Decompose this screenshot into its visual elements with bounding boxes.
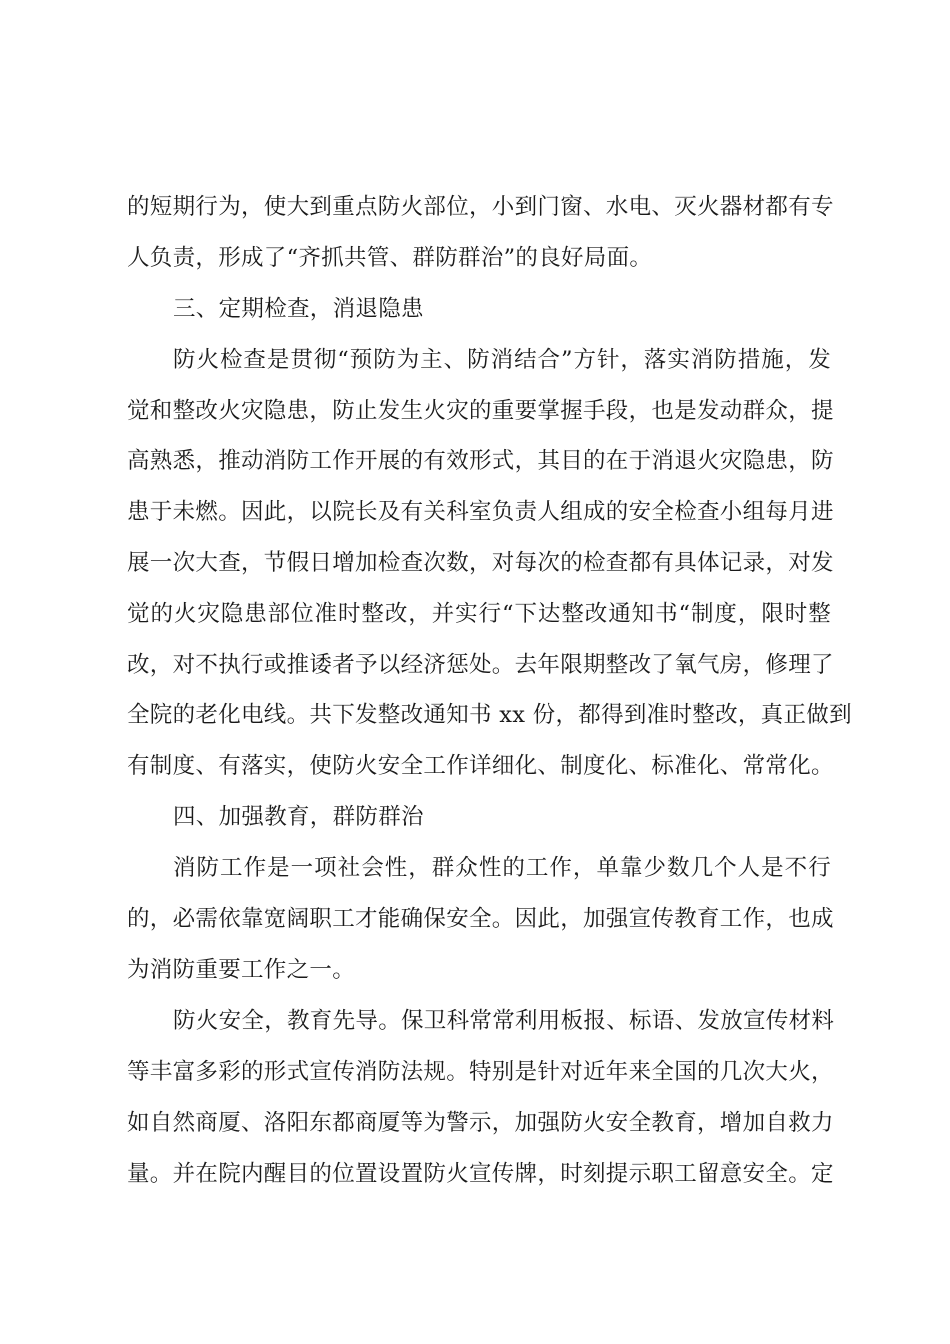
text-line: 全院的老化电线。共下发整改通知书 xx 份，都得到准时整改，真正做到	[127, 702, 852, 728]
text-line: 等丰富多彩的形式宣传消防法规。特别是针对近年来全国的几次大火，	[127, 1059, 834, 1085]
text-line: 觉和整改火灾隐患，防止发生火灾的重要掌握手段，也是发动群众，提	[127, 398, 834, 424]
text-line: 的短期行为，使大到重点防火部位，小到门窗、水电、灭火器材都有专	[127, 194, 834, 220]
text-line: 为消防重要工作之一。	[127, 957, 356, 983]
section-heading: 三、定期检查，消退隐患	[173, 296, 424, 322]
text-line: 有制度、有落实，使防火安全工作详细化、制度化、标准化、常常化。	[127, 753, 834, 779]
text-line: 患于未燃。因此，以院长及有关科室负责人组成的安全检查小组每月进	[127, 499, 834, 525]
text-line: 人负责，形成了“齐抓共管、群防群治”的良好局面。	[127, 245, 653, 271]
paragraph-first-line: 防火安全，教育先导。保卫科常常利用板报、标语、发放宣传材料	[173, 1008, 835, 1034]
text-line: 的，必需依靠宽阔职工才能确保安全。因此，加强宣传教育工作，也成	[127, 906, 834, 932]
text-line: 改，对不执行或推诿者予以经济惩处。去年限期整改了氧气房，修理了	[127, 652, 834, 678]
text-line: 觉的火灾隐患部位准时整改，并实行“下达整改通知书“制度，限时整	[127, 601, 831, 627]
paragraph-first-line: 消防工作是一项社会性，群众性的工作，单靠少数几个人是不行	[173, 855, 831, 881]
paragraph-first-line: 防火检查是贯彻“预防为主、防消结合”方针，落实消防措施，发	[173, 347, 831, 373]
text-line: 展一次大查，节假日增加检查次数，对每次的检查都有具体记录，对发	[127, 550, 834, 576]
section-heading: 四、加强教育，群防群治	[173, 804, 424, 830]
text-line: 高熟悉，推动消防工作开展的有效形式，其目的在于消退火灾隐患，防	[127, 448, 834, 474]
text-line: 如自然商厦、洛阳东都商厦等为警示，加强防火安全教育，增加自救力	[127, 1110, 834, 1136]
text-line: 量。并在院内醒目的位置设置防火宣传牌，时刻提示职工留意安全。定	[127, 1161, 834, 1187]
